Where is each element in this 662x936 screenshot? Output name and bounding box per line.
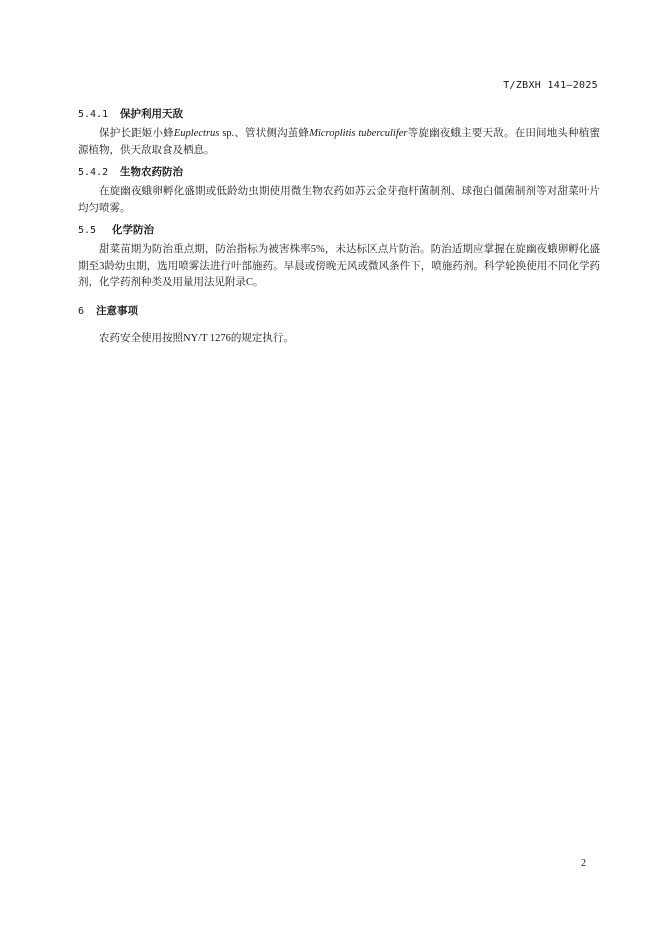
section-number: 5.4.1 [78,109,109,120]
section-5-4-1-paragraph [78,126,600,159]
section-title: 注意事项 [96,304,138,317]
section-number: 5.5 [78,225,97,236]
species-name: Euplectrus [173,128,220,139]
page-number: 2 [581,858,586,869]
section-title: 生物农药防治 [120,166,183,178]
section-number: 5.4.2 [78,167,109,178]
section-number: 6 [78,305,85,317]
paragraph-text: sp.、管状侧沟茧蜂 [219,128,310,139]
section-6-paragraph: 农药安全使用按照NY/T 1276的规定执行。 [99,332,294,344]
section-6-heading [78,301,600,321]
section-5-4-2-paragraph: 在旋幽夜蛾卵孵化盛期或低龄幼虫期使用微生物农药如苏云金芽孢杆菌制剂、球孢白僵菌制剂等对甜菜叶片均匀喷雾。 [78,186,600,214]
section-title: 化学防治 [112,224,154,236]
species-name: Microplitis tuberculifer [309,128,408,139]
section-title: 保护利用天敌 [120,108,183,120]
document-body [78,104,600,350]
section-5-5-paragraph: 甜菜苗期为防治重点期，防治指标为被害株率5%，未达标区点片防治。防治适期应掌握在旋幽夜蛾卵孵化盛期至3龄幼虫期，选用喷雾法进行叶部施药。早晨或傍晚无风或微风条件下，喷施药剂。科学轮换使用不同化学药剂，化学药剂种类及用量用法见附录C。 [78,244,600,288]
section-5-5-heading [78,220,600,240]
section-5-4-1-heading [78,104,600,124]
paragraph-text: 保护长距姬小蜂 [99,128,174,139]
paragraph-text: 等旋幽夜蛾主要天敌。在田间地头种植蜜源植物，供天敌取食及栖息。 [78,128,601,156]
section-5-4-2-heading [78,162,600,182]
document-code: T/ZBXH 141—2025 [503,80,598,91]
